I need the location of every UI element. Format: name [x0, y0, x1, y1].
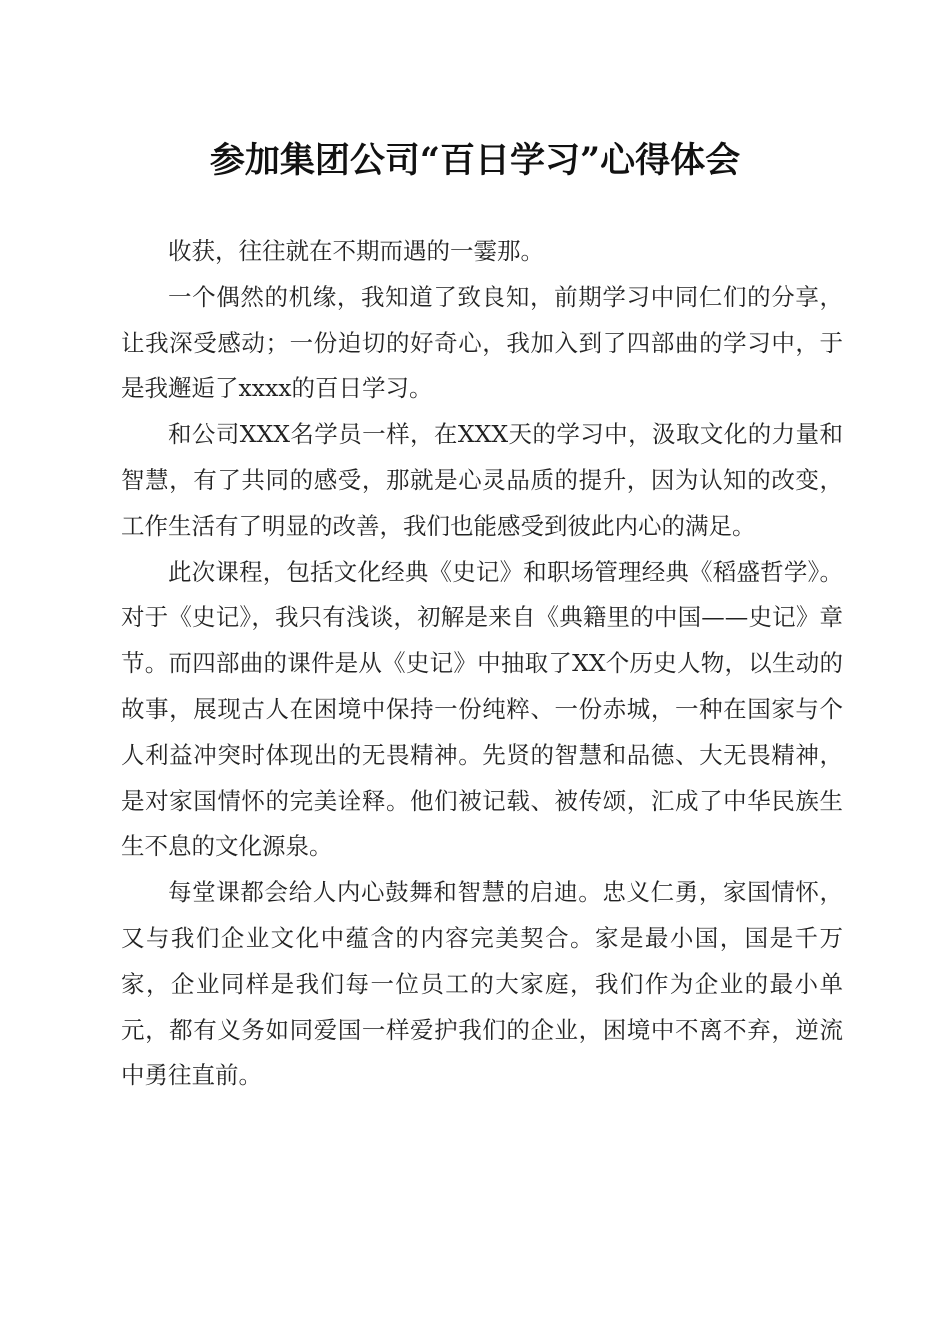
paragraph: 一个偶然的机缘，我知道了致良知，前期学习中同仁们的分享，让我深受感动；一份迫切的好奇心，我加入到了四部曲的学习中，于是我邂逅了xxxx的百日学习。: [121, 282, 843, 403]
document-body: [121, 229, 843, 1099]
paragraph: 此次课程，包括文化经典《史记》和职场管理经典《稻盛哲学》。对于《史记》，我只有浅谈，初解是来自《典籍里的中国——史记》章节。而四部曲的课件是从《史记》中抽取了XX个历史人物，以生动的故事，展现古人在困境中保持一份纯粹、一份赤城，一种在国家与个人利益冲突时体现出的无畏精神。先贤的智慧和品德、大无畏精神，是对家国情怀的完美诠释。他们被记载、被传颂，汇成了中华民族生生不息的文化源泉。: [121, 557, 843, 861]
paragraph: 每堂课都会给人内心鼓舞和智慧的启迪。忠义仁勇，家国情怀，又与我们企业文化中蕴含的内容完美契合。家是最小国，国是千万家，企业同样是我们每一位员工的大家庭，我们作为企业的最小单元，都有义务如同爱国一样爱护我们的企业，困境中不离不弃，逆流中勇往直前。: [121, 878, 843, 1090]
document-title: 参加集团公司“百日学习”心得体会: [209, 140, 741, 181]
paragraph: 收获，往往就在不期而遇的一霎那。: [168, 237, 544, 265]
paragraph: 和公司XXX名学员一样，在XXX天的学习中，汲取文化的力量和智慧，有了共同的感受，那就是心灵品质的提升，因为认知的改变，工作生活有了明显的改善，我们也能感受到彼此内心的满足。: [121, 420, 843, 540]
